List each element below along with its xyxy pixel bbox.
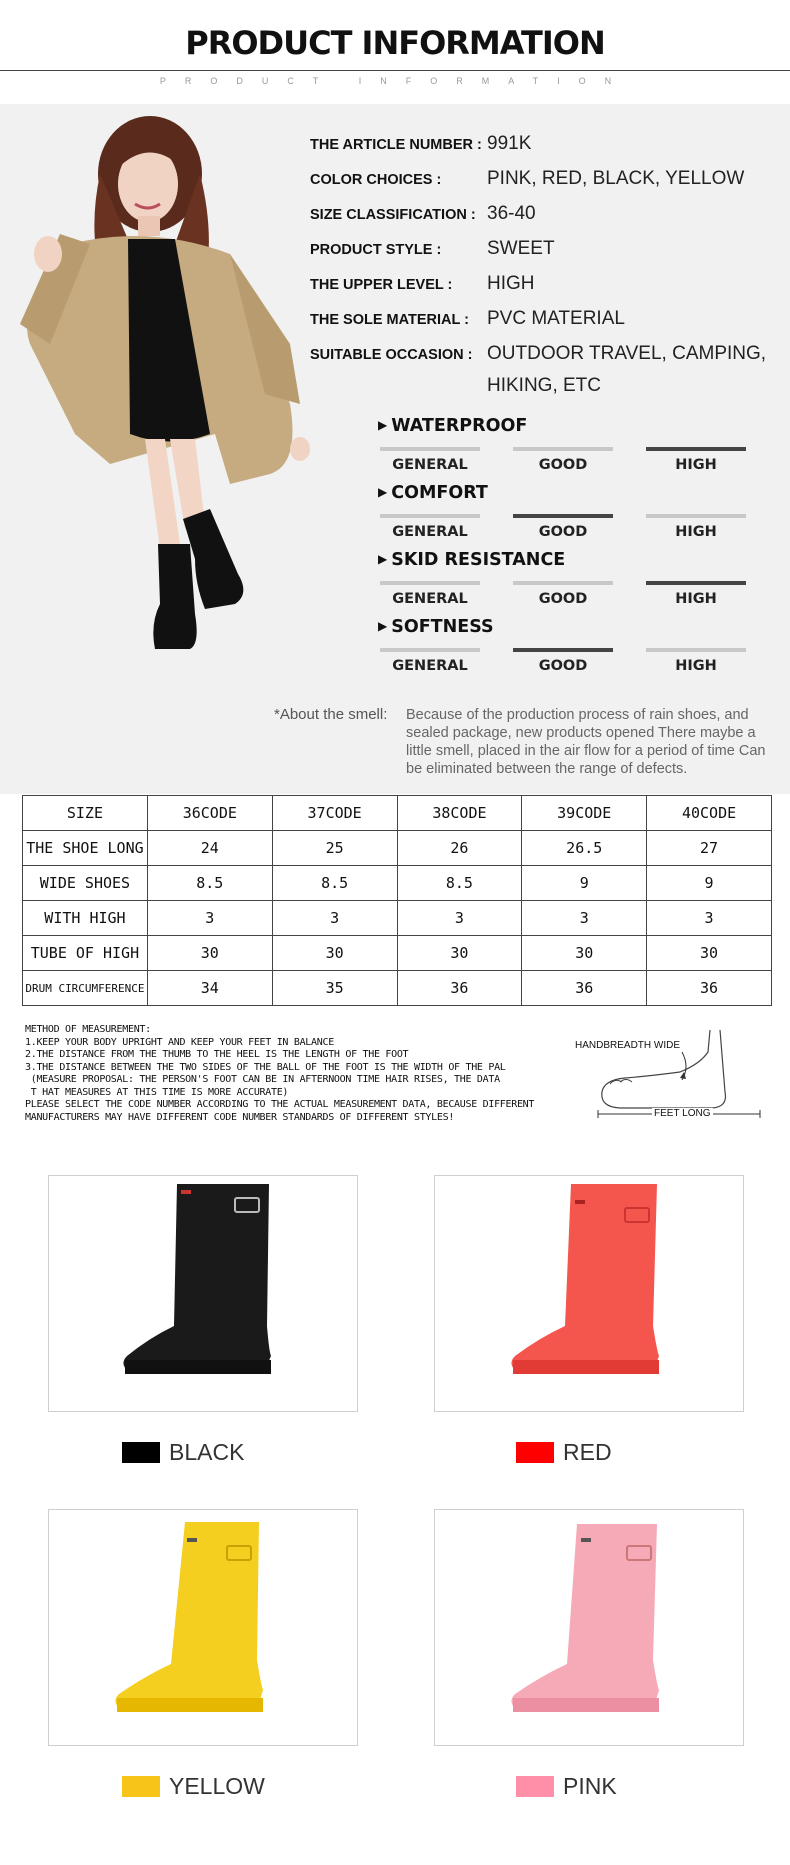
smell-note (274, 706, 774, 778)
smell-label: *About the smell: (274, 706, 388, 723)
spec-value: HIGH (487, 273, 535, 294)
measurement-line: 1.KEEP YOUR BODY UPRIGHT AND KEEP YOUR FEET IN BALANCE (25, 1036, 334, 1048)
table-header-cell: 37CODE (272, 796, 397, 831)
table-cell: 30 (272, 936, 397, 971)
measurement-line: 3.THE DISTANCE BETWEEN THE TWO SIDES OF THE BALL OF THE FOOT IS THE WIDTH OF THE PAL (25, 1061, 506, 1073)
spec-label: THE SOLE MATERIAL : (310, 312, 469, 328)
spec-row (310, 204, 780, 230)
table-cell: 3 (397, 901, 522, 936)
level-general: GENERAL (380, 581, 480, 607)
table-row (23, 971, 772, 1006)
spec-value: OUTDOOR TRAVEL, CAMPING, HIKING, ETC (487, 343, 767, 396)
spec-label: SIZE CLASSIFICATION : (310, 207, 476, 223)
color-option-pink[interactable] (516, 1773, 617, 1800)
rating-scale (380, 581, 750, 615)
color-option-yellow[interactable] (122, 1773, 265, 1800)
color-name: RED (563, 1439, 612, 1465)
spec-label: PRODUCT STYLE : (310, 242, 442, 258)
table-cell: 30 (397, 936, 522, 971)
feet-long-label: FEET LONG (654, 1108, 711, 1119)
rating-name: SOFTNESS (391, 617, 494, 637)
table-cell: 8.5 (397, 866, 522, 901)
color-name: YELLOW (169, 1773, 265, 1799)
rating-scale (380, 447, 750, 481)
boot-image (49, 1510, 359, 1747)
spec-value: 991K (487, 133, 532, 154)
arrow-right-icon: ▶ (378, 418, 388, 432)
handbreadth-label: HANDBREADTH WIDE (575, 1040, 681, 1051)
rating-scale (380, 648, 750, 682)
table-cell: WITH HIGH (23, 901, 148, 936)
table-cell: 8.5 (272, 866, 397, 901)
table-cell: 36 (397, 971, 522, 1006)
table-cell: 9 (647, 866, 772, 901)
table-cell: 35 (272, 971, 397, 1006)
spec-label: THE UPPER LEVEL : (310, 277, 453, 293)
level-high: HIGH (646, 514, 746, 540)
product-card-pink[interactable] (434, 1509, 744, 1746)
table-cell: 36 (647, 971, 772, 1006)
table-cell: 34 (147, 971, 272, 1006)
table-cell: 27 (647, 831, 772, 866)
level-high: HIGH (646, 581, 746, 607)
table-cell: 26.5 (522, 831, 647, 866)
table-header-cell: 40CODE (647, 796, 772, 831)
level-general: GENERAL (380, 648, 480, 674)
table-cell: 3 (647, 901, 772, 936)
table-row (23, 866, 772, 901)
table-cell: 36 (522, 971, 647, 1006)
spec-value: SWEET (487, 238, 555, 259)
boot-image (435, 1510, 745, 1747)
arrow-right-icon: ▶ (378, 552, 388, 566)
table-cell: 30 (147, 936, 272, 971)
spec-label: SUITABLE OCCASION : (310, 347, 473, 363)
level-high: HIGH (646, 648, 746, 674)
spec-value: PINK, RED, BLACK, YELLOW (487, 168, 745, 189)
rating-list (378, 416, 758, 684)
measurement-line: METHOD OF MEASUREMENT: (25, 1024, 151, 1035)
color-option-black[interactable] (122, 1439, 244, 1466)
header-divider (0, 70, 790, 71)
boot-image (49, 1176, 359, 1413)
product-card-yellow[interactable] (48, 1509, 358, 1746)
table-cell: 30 (522, 936, 647, 971)
arrow-right-icon: ▶ (378, 619, 388, 633)
color-swatch (122, 1776, 160, 1797)
spec-label: THE ARTICLE NUMBER : (310, 137, 482, 153)
color-option-red[interactable] (516, 1439, 612, 1466)
spec-row (310, 309, 780, 335)
spec-value: 36-40 (487, 203, 536, 224)
size-table (22, 795, 772, 1006)
product-card-red[interactable] (434, 1175, 744, 1412)
product-info-section (0, 104, 790, 794)
table-header-row (23, 796, 772, 831)
table-header-cell: 36CODE (147, 796, 272, 831)
rating-comfort (378, 483, 758, 550)
spec-row (310, 344, 780, 402)
level-high: HIGH (646, 447, 746, 473)
color-name: PINK (563, 1773, 617, 1799)
level-general: GENERAL (380, 514, 480, 540)
spec-row (310, 274, 780, 300)
smell-text: Because of the production process of rain shoes, and sealed package, new products opened There maybe a little smell, placed in the air flow for a period of time Can be eliminated between the range of defects. (406, 707, 766, 777)
rating-skid-resistance (378, 550, 758, 617)
table-row (23, 901, 772, 936)
table-cell: 9 (522, 866, 647, 901)
rating-waterproof (378, 416, 758, 483)
table-cell: 26 (397, 831, 522, 866)
rating-name: WATERPROOF (391, 416, 528, 436)
spec-row (310, 134, 780, 160)
measurement-line: (MEASURE PROPOSAL: THE PERSON'S FOOT CAN BE IN AFTERNOON TIME HAIR RISES, THE DATA (25, 1074, 500, 1085)
foot-diagram (575, 1022, 770, 1122)
level-good: GOOD (513, 447, 613, 473)
measurement-line: PLEASE SELECT THE CODE NUMBER ACCORDING TO THE ACTUAL MEASUREMENT DATA, BECAUSE DIFFERENT (25, 1099, 535, 1110)
rating-softness (378, 617, 758, 684)
rating-scale (380, 514, 750, 548)
table-cell: 30 (647, 936, 772, 971)
table-cell: TUBE OF HIGH (23, 936, 148, 971)
table-header-cell: 38CODE (397, 796, 522, 831)
level-general: GENERAL (380, 447, 480, 473)
level-good: GOOD (513, 514, 613, 540)
level-good: GOOD (513, 581, 613, 607)
measurement-instructions (25, 1024, 595, 1124)
table-cell: WIDE SHOES (23, 866, 148, 901)
table-cell: 24 (147, 831, 272, 866)
color-swatch (516, 1442, 554, 1463)
color-swatch (516, 1776, 554, 1797)
foot-outline-icon (590, 1022, 770, 1122)
table-cell: THE SHOE LONG (23, 831, 148, 866)
rating-name: COMFORT (391, 483, 488, 503)
page-subtitle: PRODUCT INFORMATION (159, 76, 631, 86)
table-row (23, 831, 772, 866)
product-card-black[interactable] (48, 1175, 358, 1412)
table-cell: 3 (147, 901, 272, 936)
measurement-line: T HAT MEASURES AT THIS TIME IS MORE ACCURATE) (25, 1086, 289, 1098)
spec-list (310, 134, 780, 411)
table-header-cell: SIZE (23, 796, 148, 831)
color-name: BLACK (169, 1439, 245, 1465)
measurement-line: 2.THE DISTANCE FROM THE THUMB TO THE HEEL IS THE LENGTH OF THE FOOT (25, 1049, 409, 1060)
table-cell: 3 (522, 901, 647, 936)
spec-label: COLOR CHOICES : (310, 172, 442, 188)
table-row (23, 936, 772, 971)
spec-row (310, 239, 780, 265)
table-cell: 25 (272, 831, 397, 866)
page-title: PRODUCT INFORMATION (185, 24, 605, 62)
table-header-cell: 39CODE (522, 796, 647, 831)
spec-row (310, 169, 780, 195)
model-photo (0, 104, 320, 794)
color-swatch (122, 1442, 160, 1463)
measurement-line: MANUFACTURERS MAY HAVE DIFFERENT CODE NUMBER STANDARDS OF DIFFERENT STYLES! (25, 1111, 455, 1123)
level-good: GOOD (513, 648, 613, 674)
header (0, 0, 790, 104)
rating-name: SKID RESISTANCE (391, 550, 566, 570)
boot-image (435, 1176, 745, 1413)
spec-value: PVC MATERIAL (487, 308, 625, 329)
table-cell: 8.5 (147, 866, 272, 901)
table-cell: 3 (272, 901, 397, 936)
arrow-right-icon: ▶ (378, 485, 388, 499)
table-cell: DRUM CIRCUMFERENCE (23, 971, 148, 1006)
